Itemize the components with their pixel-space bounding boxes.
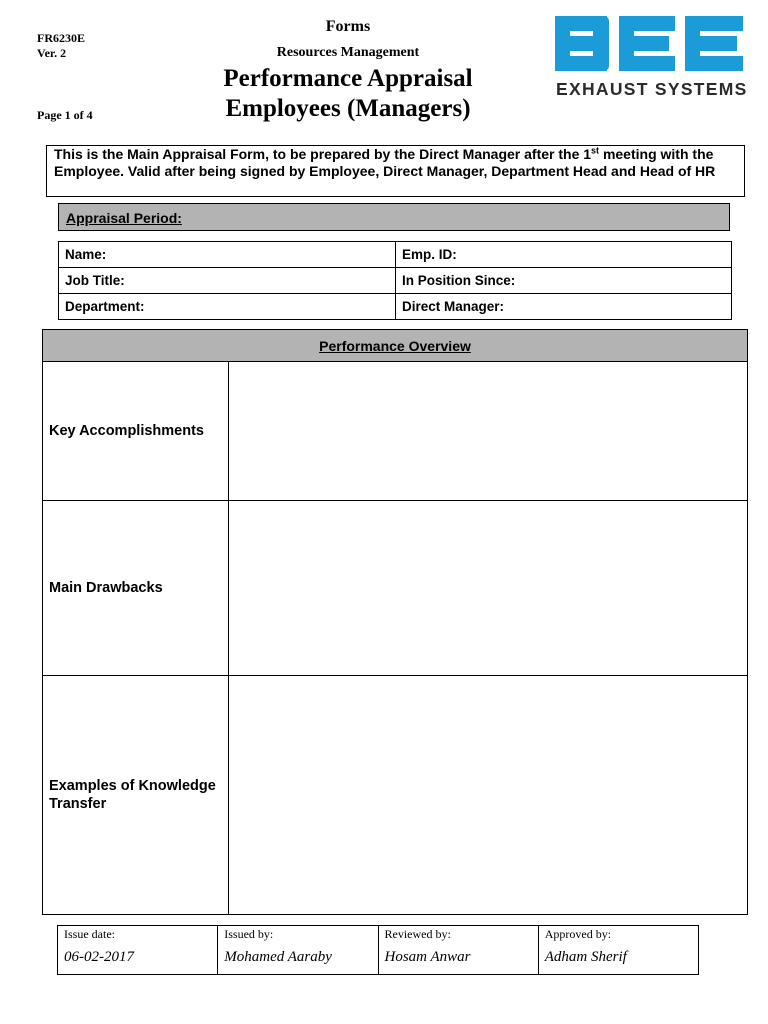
- document-code: FR6230E: [37, 31, 85, 45]
- form-instructions: [46, 145, 745, 197]
- issued-by-value: Mohamed Aaraby: [224, 949, 332, 965]
- page-number: Page 1 of 4: [37, 108, 93, 122]
- key-accomplishments-input[interactable]: [229, 362, 748, 501]
- table-row: [59, 242, 732, 268]
- main-drawbacks-input[interactable]: [229, 501, 748, 676]
- issue-date-label: Issue date:: [64, 927, 115, 941]
- logo-subtitle: EXHAUST SYSTEMS: [556, 79, 748, 99]
- reviewed-by-value: Hosam Anwar: [384, 949, 471, 965]
- reviewed-by-cell: [378, 926, 538, 975]
- page-title: [200, 64, 496, 124]
- table-row: [43, 676, 748, 915]
- appraisal-period-label: Appraisal Period:: [66, 210, 182, 226]
- table-header-row: [43, 330, 748, 362]
- issue-date-value: 06-02-2017: [64, 949, 134, 965]
- main-drawbacks-label: Main Drawbacks: [43, 501, 229, 676]
- job-title-field[interactable]: Job Title:: [59, 268, 396, 294]
- table-row: [43, 362, 748, 501]
- approved-by-cell: [538, 926, 698, 975]
- in-position-since-field[interactable]: In Position Since:: [396, 268, 732, 294]
- table-row: [59, 268, 732, 294]
- document-version: Ver. 2: [37, 46, 67, 60]
- appraisal-period-bar[interactable]: [58, 203, 730, 231]
- bee-logo-mark: [555, 16, 743, 72]
- instructions-superscript: st: [591, 145, 600, 156]
- issued-by-cell: [218, 926, 378, 975]
- instructions-text-2: meeting with the Employee. Valid after being signed by Employee, Direct Manager, Department Head and Head of HR: [54, 146, 716, 179]
- instructions-text-1: This is the Main Appraisal Form, to be prepared by the Direct Manager after the 1: [54, 146, 592, 162]
- key-accomplishments-label: Key Accomplishments: [43, 362, 229, 501]
- document-code-block: [37, 31, 85, 61]
- page-title-line-2: Employees (Managers): [225, 95, 471, 122]
- form-category: Forms: [325, 18, 371, 35]
- table-row: [58, 926, 699, 975]
- approved-by-value: Adham Sherif: [544, 949, 627, 965]
- table-row: [43, 501, 748, 676]
- issue-date-cell: [58, 926, 218, 975]
- emp-id-field[interactable]: Emp. ID:: [396, 242, 732, 268]
- issued-by-label: Issued by:: [224, 927, 274, 941]
- reviewed-by-label: Reviewed by:: [384, 927, 451, 941]
- document-approval-table: [57, 925, 699, 975]
- approved-by-label: Approved by:: [544, 927, 612, 941]
- performance-overview-table: [42, 329, 748, 915]
- direct-manager-field[interactable]: Direct Manager:: [396, 294, 732, 320]
- employee-info-table: [58, 241, 732, 320]
- page-title-line-1: Performance Appraisal: [223, 65, 473, 92]
- company-logo: [555, 16, 748, 100]
- form-department: Resources Management: [276, 45, 420, 60]
- knowledge-transfer-label: Examples of Knowledge Transfer: [43, 676, 229, 915]
- name-field[interactable]: Name:: [59, 242, 396, 268]
- table-row: [59, 294, 732, 320]
- department-field[interactable]: Department:: [59, 294, 396, 320]
- knowledge-transfer-input[interactable]: [229, 676, 748, 915]
- performance-overview-heading: Performance Overview: [43, 330, 748, 362]
